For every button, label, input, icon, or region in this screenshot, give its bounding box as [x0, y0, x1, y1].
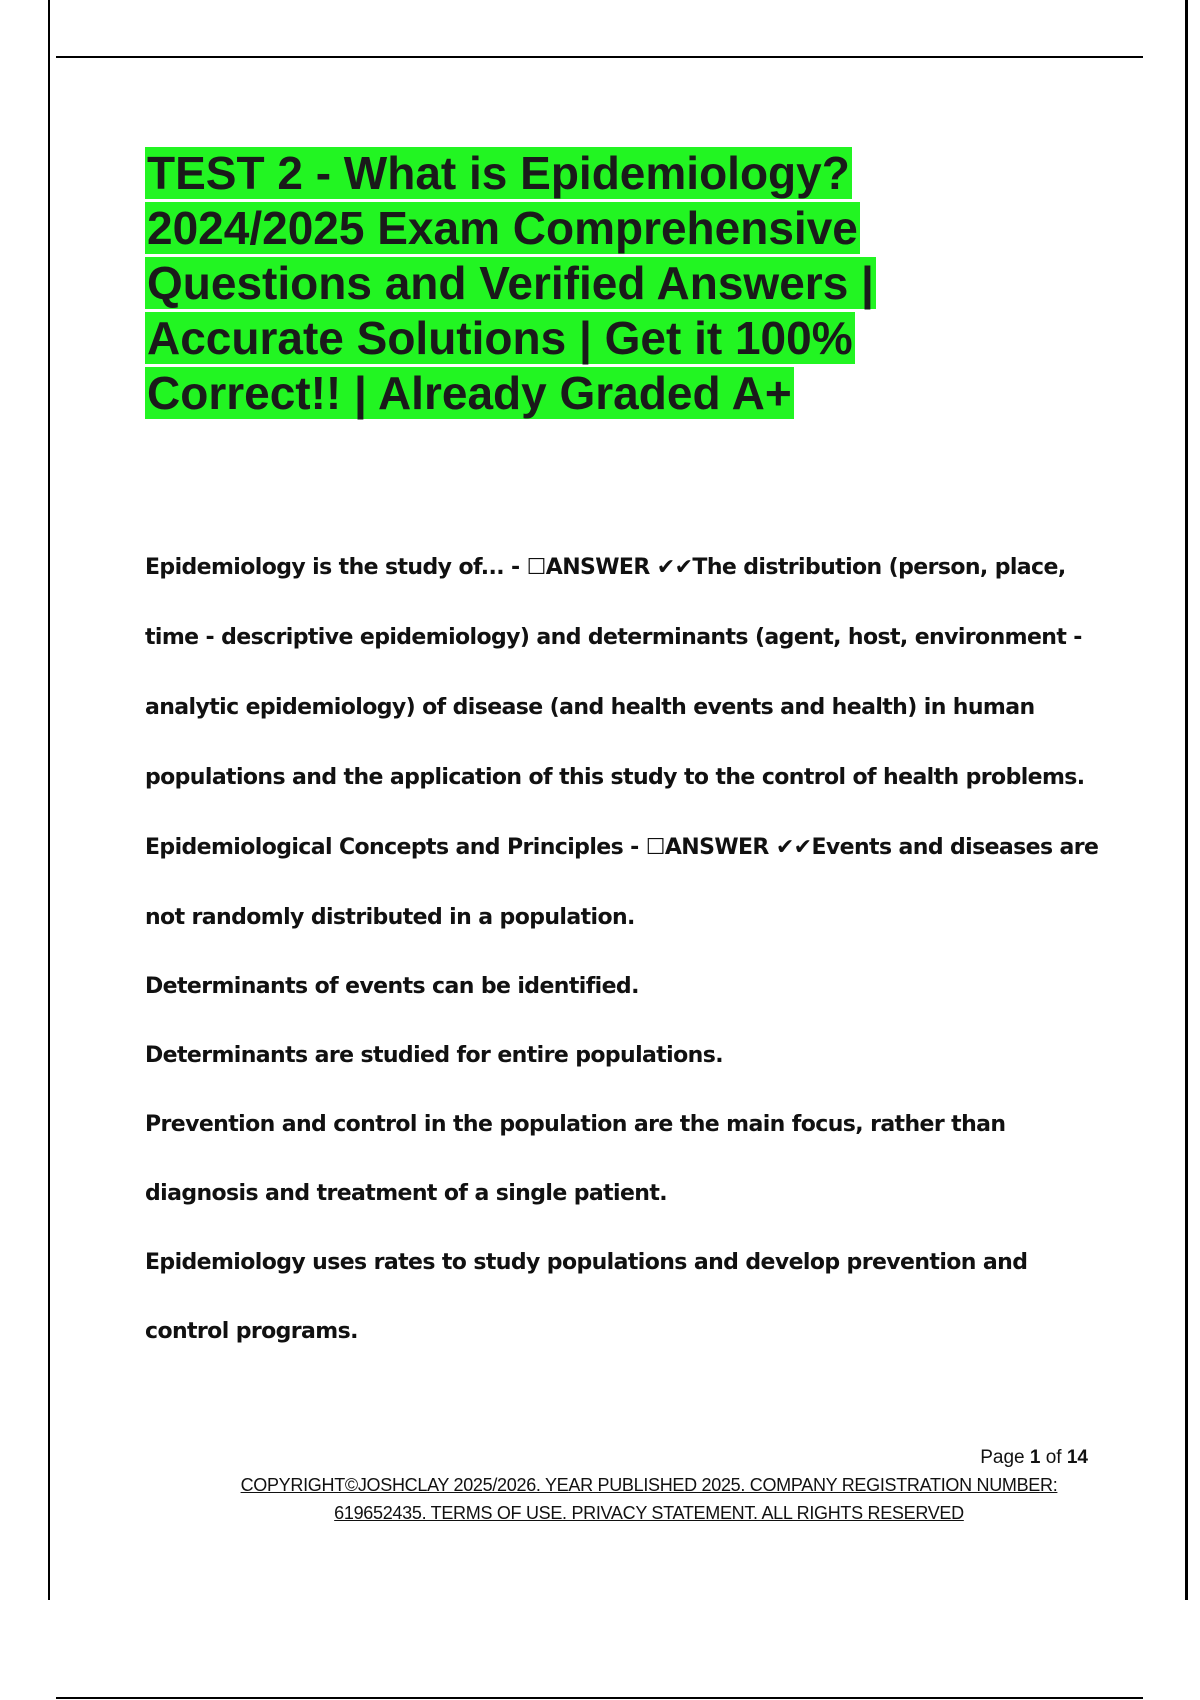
page-number	[210, 1445, 1088, 1471]
body-line: time - descriptive epidemiology) and determinants (agent, host, environment -	[145, 625, 1082, 650]
page-of-word: of	[1045, 1447, 1062, 1468]
page-total: 14	[1066, 1447, 1088, 1468]
page-word: Page	[980, 1447, 1025, 1468]
body-line: Determinants of events can be identified.	[145, 974, 639, 999]
document-title	[145, 146, 945, 421]
body-line: not randomly distributed in a population.	[145, 905, 635, 930]
page-footer	[210, 1445, 1088, 1527]
copyright-notice: COPYRIGHT©JOSHCLAY 2025/2026. YEAR PUBLISHED 2025. COMPANY REGISTRATION NUMBER: 619652435. TERMS OF USE. PRIVACY STATEMENT. ALL RIGHTS RESERVED	[240, 1475, 1058, 1523]
page-border-right	[1185, 0, 1188, 1600]
page-current: 1	[1029, 1447, 1041, 1468]
body-line: populations and the application of this study to the control of health problems.	[145, 765, 1085, 790]
body-line: diagnosis and treatment of a single patient.	[145, 1181, 668, 1206]
body-line: Epidemiological Concepts and Principles - ☐ANSWER ✔✔Events and diseases are	[145, 835, 1099, 860]
body-line: Determinants are studied for entire populations.	[145, 1043, 723, 1068]
bottom-rule	[56, 1697, 1143, 1699]
page-border-left	[48, 0, 50, 1600]
body-line: Prevention and control in the population are the main focus, rather than	[145, 1112, 1006, 1137]
body-line: Epidemiology is the study of... - ☐ANSWER ✔✔The distribution (person, place,	[145, 555, 1066, 580]
body-line: control programs.	[145, 1319, 358, 1344]
body-line: Epidemiology uses rates to study populations and develop prevention and	[145, 1250, 1028, 1275]
header-rule	[56, 56, 1143, 58]
question-answer-body	[145, 548, 1099, 1381]
body-line: analytic epidemiology) of disease (and health events and health) in human	[145, 695, 1035, 720]
document-title-highlight: TEST 2 - What is Epidemiology? 2024/2025 Exam Comprehensive Questions and Verified Answers | Accurate Solutions | Get it 100% Correct!! | Already Graded A+	[147, 147, 874, 419]
